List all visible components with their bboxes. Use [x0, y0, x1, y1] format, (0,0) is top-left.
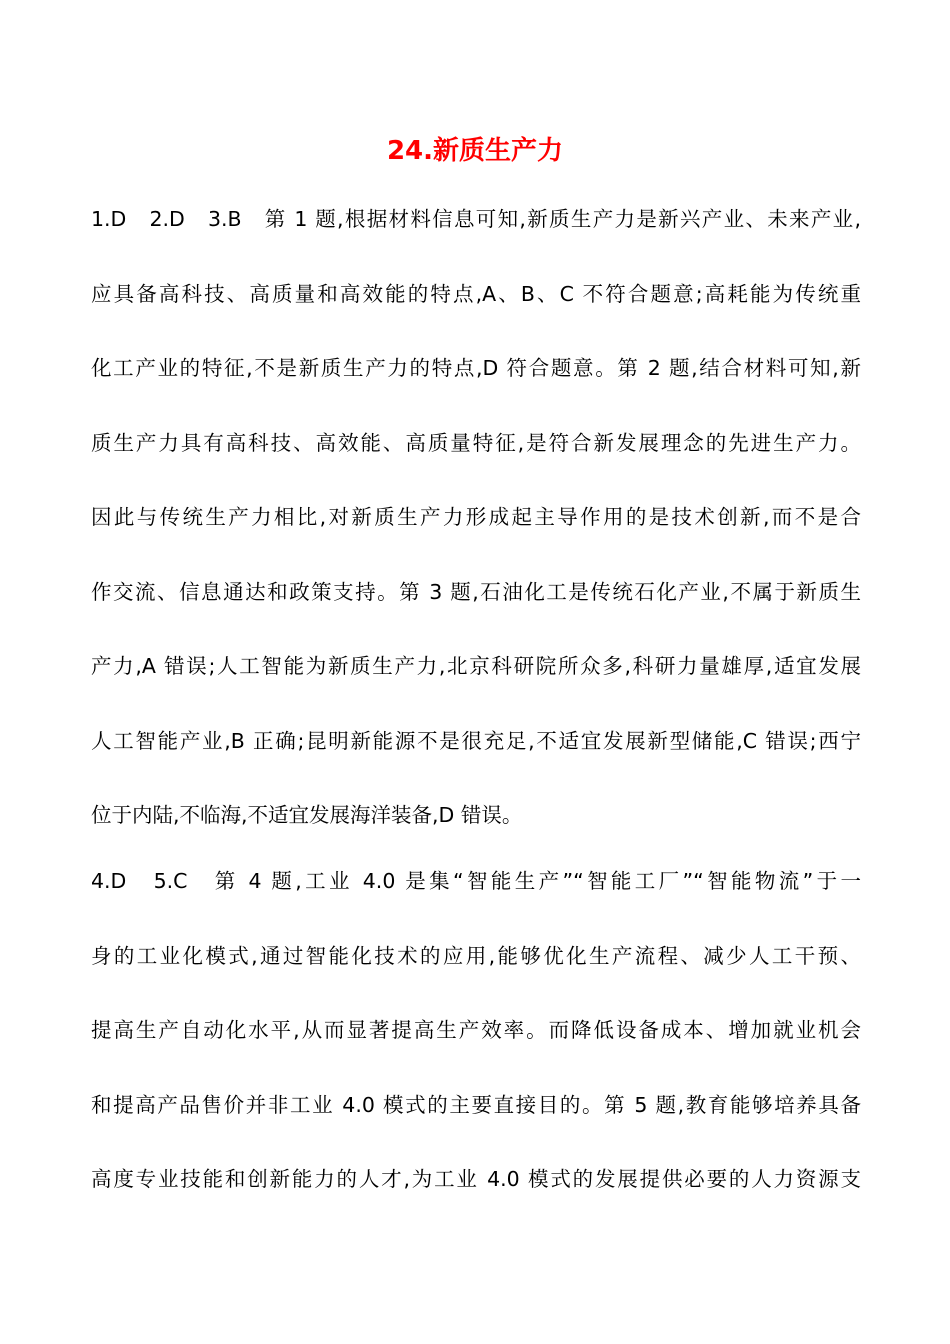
paragraph-line: 4.D 5.C 第 4 题,工业 4.0 是集“智能生产”“智能工厂”“智能物流”于一 — [91, 869, 861, 893]
paragraph-line: 质生产力具有高科技、高效能、高质量特征,是符合新发展理念的先进生产力。 — [91, 430, 861, 455]
paragraph-line: 身的工业化模式,通过智能化技术的应用,能够优化生产流程、减少人工干预、 — [91, 943, 861, 968]
answer-paragraph-1 — [91, 182, 861, 853]
paragraph-line: 位于内陆,不临海,不适宜发展海洋装备,D 错误。 — [91, 803, 523, 827]
paragraph-line: 人工智能产业,B 正确;昆明新能源不是很充足,不适宜发展新型储能,C 错误;西宁 — [91, 728, 861, 753]
paragraph-line: 化工产业的特征,不是新质生产力的特点,D 符合题意。第 2 题,结合材料可知,新 — [91, 356, 861, 380]
paragraph-line: 和提高产品售价并非工业 4.0 模式的主要直接目的。第 5 题,教育能够培养具备 — [91, 1092, 861, 1117]
answer-paragraph-2 — [91, 844, 861, 1217]
document-title: 24.新质生产力 — [386, 136, 564, 166]
paragraph-line: 因此与传统生产力相比,对新质生产力形成起主导作用的是技术创新,而不是合 — [91, 505, 861, 529]
paragraph-line: 1.D 2.D 3.B 第 1 题,根据材料信息可知,新质生产力是新兴产业、未来产业, — [91, 207, 861, 231]
paragraph-line: 提高生产自动化水平,从而显著提高生产效率。而降低设备成本、增加就业机会 — [91, 1018, 861, 1042]
paragraph-line: 作交流、信息通达和政策支持。第 3 题,石油化工是传统石化产业,不属于新质生 — [91, 579, 861, 604]
paragraph-line: 产力,A 错误;人工智能为新质生产力,北京科研院所众多,科研力量雄厚,适宜发展 — [91, 654, 861, 678]
paragraph-line: 应具备高科技、高质量和高效能的特点,A、B、C 不符合题意;高耗能为传统重 — [91, 281, 861, 306]
paragraph-line: 高度专业技能和创新能力的人才,为工业 4.0 模式的发展提供必要的人力资源支 — [91, 1167, 861, 1191]
